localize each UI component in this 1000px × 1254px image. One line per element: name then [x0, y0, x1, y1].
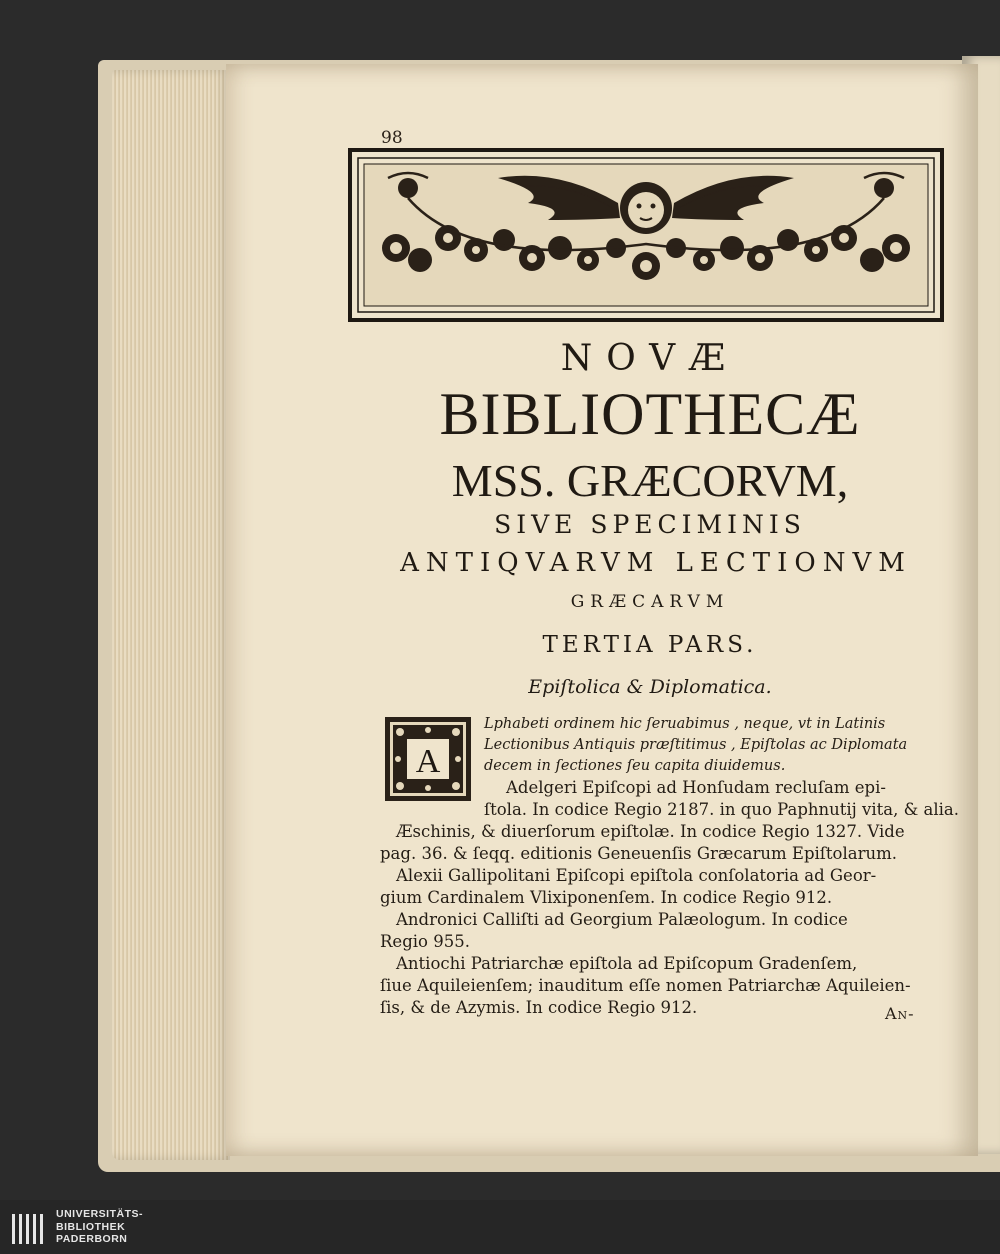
entry-line: Æschinis, & diuerſorum epiſtolæ. In codice Regio 1327. Vide [396, 822, 905, 841]
entry-line: ſis, & de Azymis. In codice Regio 912. [380, 998, 698, 1017]
library-logo-text [56, 1208, 143, 1246]
page-number: 98 [381, 128, 403, 148]
woodcut-headpiece-icon [348, 148, 944, 322]
entry-line: Regio 955. [380, 932, 470, 951]
drop-cap-initial [384, 716, 472, 802]
library-columns-icon [10, 1208, 46, 1248]
title-line-mss-graecorum: MSS. GRÆCORVM, [451, 455, 849, 506]
entry-line: ſtola. In codice Regio 2187. in quo Paphnutij vita, & alia. [484, 800, 960, 819]
section-subheading: Epiſtolica & Diplomatica. [528, 676, 772, 698]
logo-line: UNIVERSITÄTS- [56, 1208, 144, 1220]
logo-line: BIBLIOTHEK [56, 1220, 126, 1233]
title-line-graecarum: GRÆCARVM [570, 592, 730, 612]
entry-line: ſiue Aquileienſem; inauditum eſſe nomen Patriarchæ Aquileien- [380, 976, 911, 995]
book-fore-edge [112, 70, 230, 1160]
title-line-sive-speciminis: SIVE SPECIMINIS [494, 510, 806, 539]
logo-line: PADERBORN [56, 1233, 128, 1245]
intro-line: Lphabeti ordinem hic ſeruabimus , neque, vt in Latinis [484, 716, 886, 732]
entry-line: Alexii Gallipolitani Epiſcopi epiſtola conſolatoria ad Geor- [396, 866, 877, 885]
title-line-novae: NOVÆ [560, 338, 740, 379]
section-heading: TERTIA PARS. [542, 632, 758, 658]
entry-line: Adelgeri Epiſcopi ad Honſudam recluſam epi- [506, 778, 886, 797]
catchword: An- [885, 1004, 915, 1023]
title-line-bibliothecae: BIBLIOTHECÆ [439, 381, 861, 447]
entry-line: Antiochi Patriarchæ epiſtola ad Epiſcopum Gradenſem, [396, 954, 858, 973]
intro-line: Lectionibus Antiquis præſtitimus , Epiſtolas ac Diplomata [484, 737, 908, 753]
title-line-antiquarum: ANTIQVARVM LECTIONVM [400, 548, 912, 578]
entry-line: Andronici Calliſti ad Georgium Palæologum. In codice [396, 910, 848, 929]
intro-line: decem in ſectiones ſeu capita diuidemus. [484, 758, 786, 774]
entry-line: pag. 36. & ſeqq. editionis Geneuenſis Græcarum Epiſtolarum. [380, 844, 898, 863]
drop-cap-letter: A [415, 743, 441, 780]
footer-bar [0, 1200, 1000, 1254]
entry-line: gium Cardinalem Vlixiponenſem. In codice Regio 912. [380, 888, 833, 907]
